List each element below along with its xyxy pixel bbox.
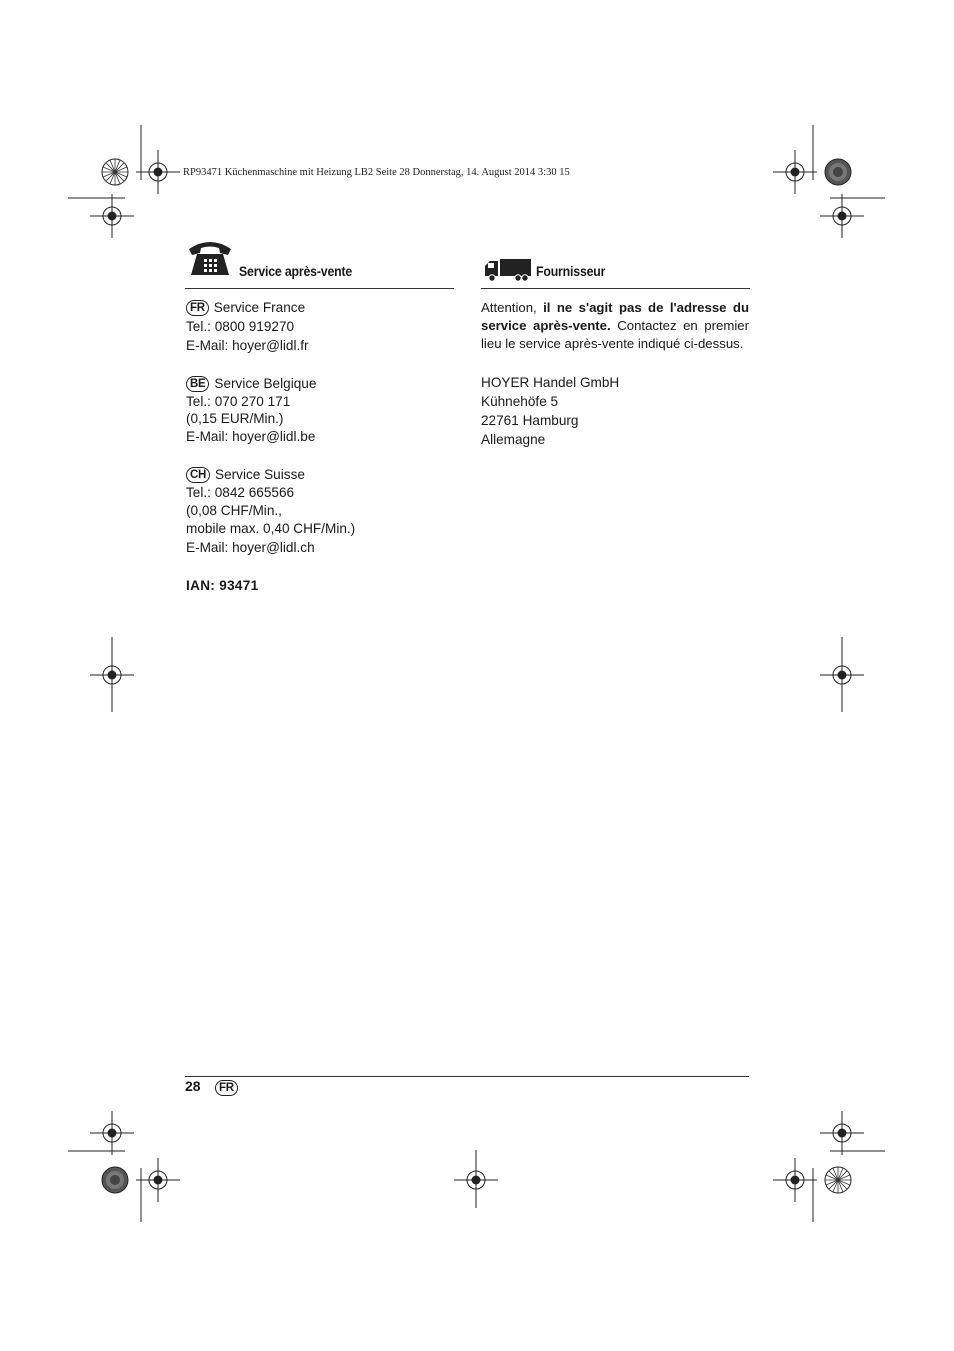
contact-block-fr: FR Service France <box>186 298 355 317</box>
ian-number: IAN: 93471 <box>186 578 259 593</box>
address-street: Kühnehöfe 5 <box>481 394 559 409</box>
divider <box>185 288 454 289</box>
contact-block-be: BE Service Belgique <box>186 374 355 393</box>
rate-line: (0,15 EUR/Min.) <box>186 411 284 426</box>
email-line: E-Mail: hoyer@lidl.fr <box>186 338 309 353</box>
footer-rule <box>185 1076 749 1077</box>
service-contacts <box>186 298 355 595</box>
phone-line: Tel.: 070 270 171 <box>186 394 291 409</box>
address-country: Allemagne <box>481 432 546 447</box>
contact-block-ch: CH Service Suisse <box>186 465 355 484</box>
supplier-notice: Attention, il ne s'agit pas de l'adresse du service après-vente. Contactez en premier lieu le service après-vente indiqué ci-dessus. <box>481 300 750 351</box>
address-city: 22761 Hamburg <box>481 413 579 428</box>
print-slug: RP93471 Küchenmaschine mit Heizung LB2 Seite 28 Donnerstag, 14. August 2014 3:30 15 <box>183 167 570 178</box>
country-badge-be: BE <box>186 376 209 392</box>
phone-line: Tel.: 0800 919270 <box>186 319 295 334</box>
phone-line: Tel.: 0842 665566 <box>186 485 295 500</box>
supplier-info <box>481 299 749 449</box>
service-section-title: Service après-vente <box>239 263 353 279</box>
address-company: HOYER Handel GmbH <box>481 375 620 390</box>
page-number: 28 <box>185 1078 201 1094</box>
email-line: E-Mail: hoyer@lidl.be <box>186 429 316 444</box>
country-badge-ch: CH <box>186 467 210 483</box>
supplier-section-title: Fournisseur <box>536 263 606 279</box>
divider <box>481 288 750 289</box>
rate-line: (0,08 CHF/Min., <box>186 502 282 518</box>
telephone-icon <box>187 239 233 277</box>
country-badge-fr: FR <box>186 300 209 316</box>
truck-icon <box>484 258 532 282</box>
email-line: E-Mail: hoyer@lidl.ch <box>186 540 315 555</box>
footer-language-badge: FR <box>215 1079 243 1096</box>
rate-line: mobile max. 0,40 CHF/Min.) <box>186 521 356 536</box>
